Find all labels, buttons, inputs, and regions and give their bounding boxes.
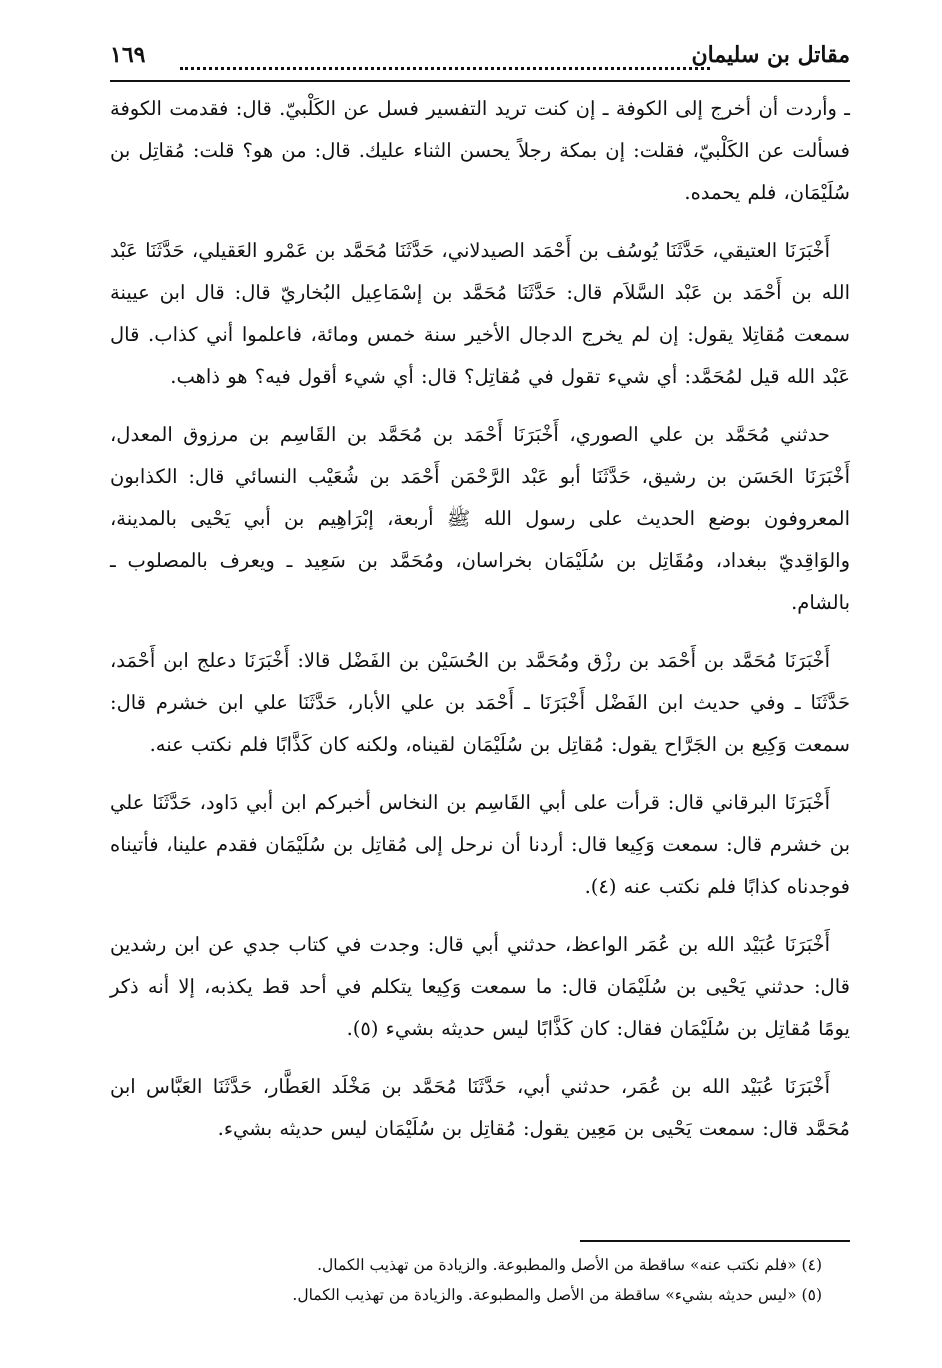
footnotes bbox=[110, 1250, 850, 1310]
footnote-5: (٥) «ليس حديثه بشيء» ساقطة من الأصل والمطبوعة. والزيادة من تهذيب الكمال. bbox=[292, 1286, 822, 1304]
paragraph-1: ـ وأردت أن أخرج إلى الكوفة ـ إن كنت تريد التفسير فسل عن الكَلْبيّ. قال: فقدمت الكوفة فسألت عن الكَلْبيّ، فقلت: إن بمكة رجلاً يحسن الثناء عليك. قال: من هو؟ قلت: مُقاتِل بن سُلَيْمَان، فلم يحمده. bbox=[110, 97, 850, 204]
paragraph-4: أَخْبَرَنَا مُحَمَّد بن أَحْمَد بن رزْق ومُحَمَّد بن الحُسَيْن بن الفَضْل قالا: أَخْبَرَنَا دعلج ابن أَحْمَد، حَدَّثَنَا ـ وفي حديث ابن الفَضْل أَخْبَرَنَا ـ أَحْمَد بن علي الأبار، حَدَّثَنَا علي ابن خشرم قال: سمعت وَكِيع بن الجَرَّاح يقول: مُقاتِل بن سُلَيْمَان لقيناه، ولكنه كان كَذَّابًا فلم نكتب عنه. bbox=[110, 649, 850, 756]
footnote-4: (٤) «فلم نكتب عنه» ساقطة من الأصل والمطبوعة. والزيادة من تهذيب الكمال. bbox=[317, 1256, 822, 1274]
page-number: ١٦٩ bbox=[110, 42, 146, 68]
header-title: مقاتل بن سليمان bbox=[691, 42, 850, 68]
main-text bbox=[110, 88, 850, 1166]
paragraph-7: أَخْبَرَنَا عُبَيْد الله بن عُمَر، حدثني أبي، حَدَّثَنَا مُحَمَّد بن مَخْلَد العَطَّار، حَدَّثَنَا العَبَّاس ابن مُحَمَّد قال: سمعت يَحْيى بن مَعِين يقول: مُقاتِل بن سُلَيْمَان ليس حديثه بشيء. bbox=[110, 1075, 850, 1140]
running-header bbox=[110, 40, 850, 82]
paragraph-2: أَخْبَرَنَا العتيقي، حَدَّثَنَا يُوسُف بن أَحْمَد الصيدلاني، حَدَّثَنَا مُحَمَّد بن عَمْرو العَقيلي، حَدَّثَنَا عَبْد الله بن أَحْمَد بن عَبْد السَّلاَم قال: حَدَّثَنَا مُحَمَّد بن إسْمَاعِيل البُخاريّ قال: قال ابن عيينة سمعت مُقاتِلا يقول: إن لم يخرج الدجال الأخير سنة خمس ومائة، فاعلموا أني كذاب. قال عَبْد الله قيل لمُحَمَّد: أي شيء تقول في مُقاتِل؟ قال: أي شيء أقول فيه؟ هو ذاهب. bbox=[110, 239, 850, 388]
paragraph-5: أَخْبَرَنَا البرقاني قال: قرأت على أبي القَاسِم بن النخاس أخبركم ابن أبي دَاود، حَدَّثَنَا علي بن خشرم قال: سمعت وَكِيعا قال: أردنا أن نرحل إلى مُقاتِل بن سُلَيْمَان فقدم علينا، فأتيناه فوجدناه كذابًا فلم نكتب عنه (٤). bbox=[110, 791, 850, 898]
paragraph-3: حدثني مُحَمَّد بن علي الصوري، أَخْبَرَنَا أَحْمَد بن مُحَمَّد بن القَاسِم بن مرزوق المعدل، أَخْبَرَنَا الحَسَن بن رشيق، حَدَّثَنَا أبو عَبْد الرَّحْمَن أَحْمَد بن شُعَيْب النسائي قال: الكذابون المعروفون بوضع الحديث على رسول الله ﷺ أربعة، إبْرَاهِيم بن أبي يَحْيى بالمدينة، والوَاقِديّ ببغداد، ومُقَاتِل بن سُلَيْمَان بخراسان، ومُحَمَّد بن سَعِيد ـ ويعرف بالمصلوب ـ بالشام. bbox=[110, 423, 850, 614]
paragraph-6: أَخْبَرَنَا عُبَيْد الله بن عُمَر الواعظ، حدثني أبي قال: وجدت في كتاب جدي عن ابن رشدين قال: حدثني يَحْيى بن سُلَيْمَان قال: ما سمعت وَكِيعا يتكلم في أحد قط يكذبه، إلا أنه ذكر يومًا مُقاتِل بن سُلَيْمَان فقال: كان كَذَّابًا ليس حديثه بشيء (٥). bbox=[110, 933, 850, 1040]
footnote-separator bbox=[580, 1240, 850, 1242]
header-dot-leader bbox=[180, 67, 710, 70]
